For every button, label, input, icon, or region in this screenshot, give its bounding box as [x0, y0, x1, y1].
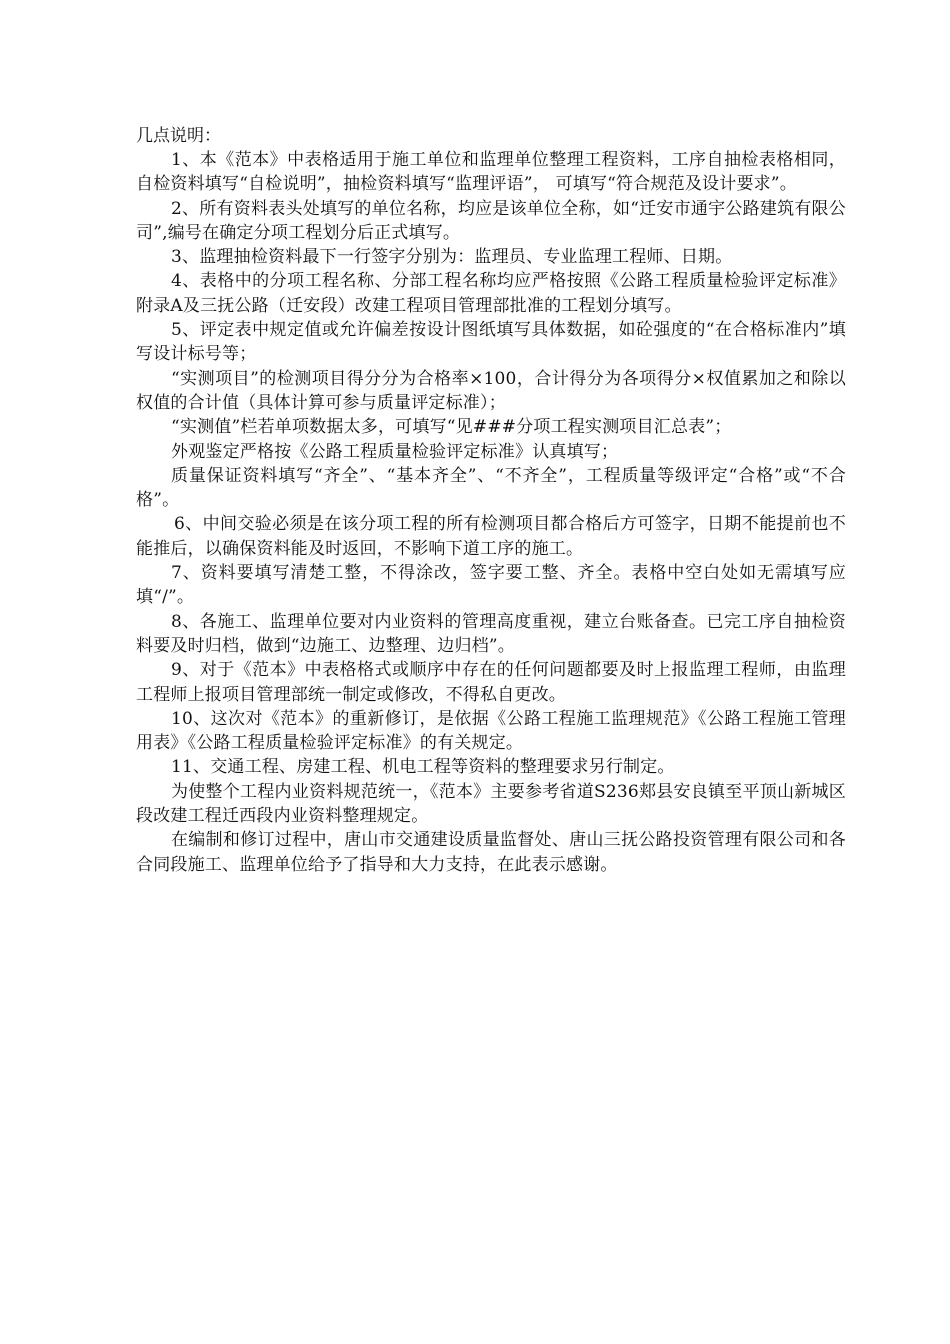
note-paragraph-5: 5、评定表中规定值或允许偏差按设计图纸填写具体数据，如砼强度的“在合格标准内”填写设计标号等；: [136, 320, 846, 365]
document-heading: 几点说明：: [136, 126, 221, 146]
note-paragraph-4: 4、表格中的分项工程名称、分部工程名称均应严格按照《公路工程质量检验评定标准》附录A及三抚公路（迁安段）改建工程项目管理部批准的工程划分填写。: [136, 271, 846, 316]
acknowledgement-paragraph: 在编制和修订过程中，唐山市交通建设质量监督处、唐山三抚公路投资管理有限公司和各合同段施工、监理单位给予了指导和大力支持，在此表示感谢。: [136, 830, 846, 875]
note-paragraph-5-measured-values: “实测值”栏若单项数据太多，可填写“见###分项工程实测项目汇总表”；: [171, 417, 732, 438]
note-paragraph-9: 9、对于《范本》中表格格式或顺序中存在的任何问题都要及时上报监理工程师，由监理工程师上报项目管理部统一制定或修改，不得私自更改。: [136, 660, 846, 705]
note-paragraph-7: 7、资料要填写清楚工整，不得涂改，签字要工整、齐全。表格中空白处如无需填写应填“/”。: [136, 563, 846, 608]
note-paragraph-11: 11、交通工程、房建工程、机电工程等资料的整理要求另行制定。: [171, 757, 675, 778]
note-paragraph-2: 2、所有资料表头处填写的单位名称，均应是该单位全称，如“迁安市通宇公路建筑有限公司”,编号在确定分项工程划分后正式填写。: [136, 198, 846, 243]
note-paragraph-8: 8、各施工、监理单位要对内业资料的管理高度重视，建立台账备查。已完工序自抽检资料要及时归档，做到“边施工、边整理、边归档”。: [136, 611, 846, 656]
note-paragraph-3: 3、监理抽检资料最下一行签字分别为：监理员、专业监理工程师、日期。: [171, 247, 733, 268]
reference-paragraph: 为使整个工程内业资料规范统一，《范本》主要参考省道S236郏县安良镇至平顶山新城区段改建工程迁西段内业资料整理规定。: [136, 781, 846, 827]
note-paragraph-5-measured-items: “实测项目”的检测项目得分分为合格率×100，合计得分为各项得分×权值累加之和除以权值的合计值（具体计算可参与质量评定标准）；: [136, 368, 846, 413]
note-paragraph-1: 1、本《范本》中表格适用于施工单位和监理单位整理工程资料，工序自抽检表格相同，自检资料填写“自检说明”，抽检资料填写“监理评语”， 可填写“符合规范及设计要求”。: [136, 150, 846, 195]
note-paragraph-6: 6、中间交验必须是在该分项工程的所有检测项目都合格后方可签字，日期不能提前也不能推后，以确保资料能及时返回，不影响下道工序的施工。: [136, 514, 846, 559]
note-paragraph-10: 10、这次对《范本》的重新修订，是依据《公路工程施工监理规范》《公路工程施工管理用表》《公路工程质量检验评定标准》的有关规定。: [136, 708, 846, 754]
note-paragraph-5-appearance: 外观鉴定严格按《公路工程质量检验评定标准》认真填写；: [171, 441, 619, 462]
note-paragraph-5-quality-assurance: 质量保证资料填写“齐全”、“基本齐全”、“不齐全”，工程质量等级评定“合格”或“不合格”。: [136, 465, 846, 511]
document-page: [136, 124, 846, 877]
